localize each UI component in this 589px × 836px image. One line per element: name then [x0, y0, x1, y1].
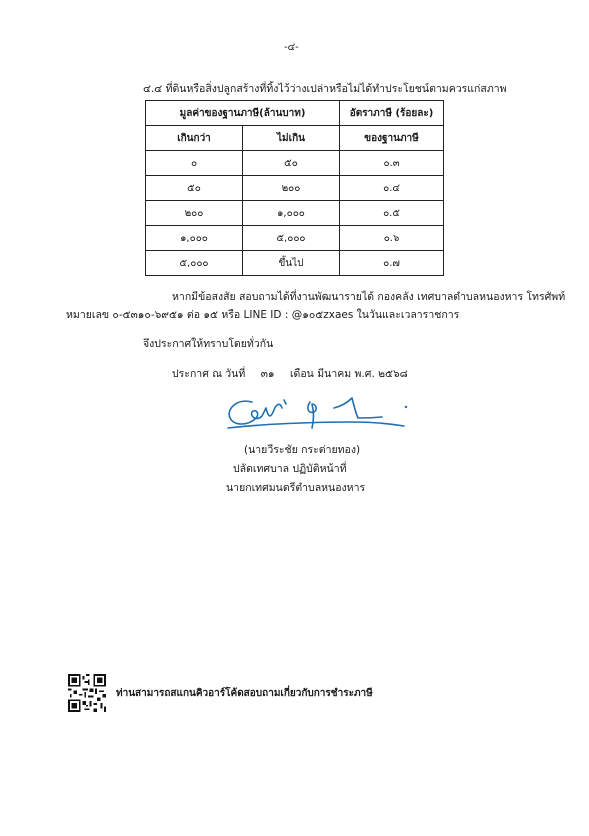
signatory-name: (นายวีระชัย กระต่ายทอง) — [244, 444, 361, 456]
cell-rate: ๐.๓ — [340, 151, 444, 176]
date-prefix: ประกาศ ณ วันที่ — [172, 368, 246, 380]
cell-not-over: ขึ้นไป — [243, 251, 340, 276]
date-year: พ.ศ. ๒๕๖๘ — [354, 368, 408, 380]
inquiry-text-line1: หากมีข้อสงสัย สอบถามได้ที่งานพัฒนารายได้ กองคลัง เทศบาลตำบลหนองหาร โทรศัพท์ — [172, 291, 566, 303]
qr-code[interactable] — [68, 674, 106, 712]
header-over: เกินกว่า — [146, 126, 243, 151]
page-number: -๔- — [284, 42, 299, 53]
cell-not-over: ๕,๐๐๐ — [243, 226, 340, 251]
date-month: มีนาคม — [317, 368, 352, 380]
cell-over: ๒๐๐ — [146, 201, 243, 226]
table-row — [146, 176, 444, 201]
header-of-tax-base: ของฐานภาษี — [340, 126, 444, 151]
cell-rate: ๐.๕ — [340, 201, 444, 226]
header-not-over: ไม่เกิน — [243, 126, 340, 151]
cell-not-over: ๑,๐๐๐ — [243, 201, 340, 226]
cell-not-over: ๒๐๐ — [243, 176, 340, 201]
header-tax-base-value: มูลค่าของฐานภาษี(ล้านบาท) — [146, 101, 340, 126]
cell-rate: ๐.๗ — [340, 251, 444, 276]
table-row — [146, 151, 444, 176]
date-month-label: เดือน — [289, 368, 314, 380]
header-tax-rate: อัตราภาษี (ร้อยละ) — [340, 101, 444, 126]
qr-caption: ท่านสามารถสแกนคิวอาร์โค้ดสอบถามเกี่ยวกับการชำระภาษี — [116, 688, 373, 699]
announcement-text: จึงประกาศให้ทราบโดยทั่วกัน — [143, 338, 274, 350]
table-row — [146, 251, 444, 276]
signatory-position-acting: นายกเทศมนตรีตำบลหนองหาร — [226, 482, 366, 494]
table-row — [146, 201, 444, 226]
signature — [222, 388, 412, 438]
table-row — [146, 226, 444, 251]
cell-over: ๐ — [146, 151, 243, 176]
cell-not-over: ๕๐ — [243, 151, 340, 176]
cell-rate: ๐.๖ — [340, 226, 444, 251]
cell-rate: ๐.๔ — [340, 176, 444, 201]
signatory-position: ปลัดเทศบาล ปฏิบัติหน้าที่ — [233, 463, 347, 475]
cell-over: ๕๐ — [146, 176, 243, 201]
section-title: ๔.๔ ที่ดินหรือสิ่งปลูกสร้างที่ทิ้งไว้ว่างเปล่าหรือไม่ได้ทำประโยชน์ตามควรแก่สภาพ — [143, 83, 507, 95]
cell-over: ๕,๐๐๐ — [146, 251, 243, 276]
date-day: ๓๑ — [260, 368, 275, 380]
tax-rate-table — [145, 100, 444, 276]
inquiry-text-line2: หมายเลข ๐-๕๓๑๐-๖๙๕๑ ต่อ ๑๕ หรือ LINE ID : @๑๐๕zxaes ในวันและเวลาราชการ — [66, 309, 460, 321]
cell-over: ๑,๐๐๐ — [146, 226, 243, 251]
announcement-date — [172, 365, 408, 382]
